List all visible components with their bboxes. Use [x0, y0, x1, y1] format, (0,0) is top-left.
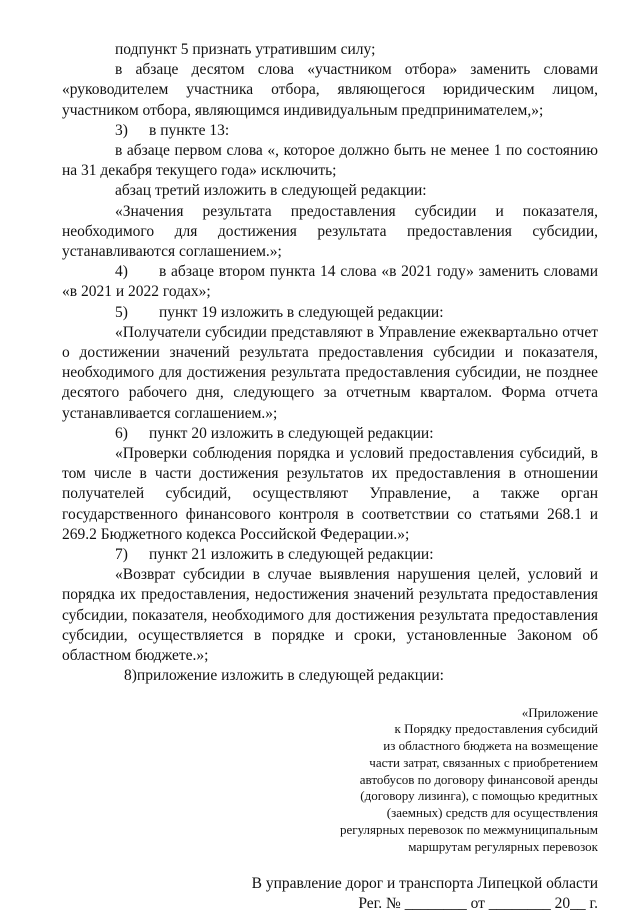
appendix-line: к Порядку предоставления субсидий [394, 721, 598, 737]
numbered-item [62, 666, 598, 686]
item-text: пункт 20 изложить в следующей редакции: [149, 424, 434, 442]
appendix-line: (договору лизинга), с помощью кредитных [360, 788, 598, 804]
paragraph: «Получатели субсидии представляют в Управление ежеквартально отчет о достижении значений результата предоставления субсидии и показателя, необходимого для достижения результата предоставления субсидии, не позднее десятого рабочего дня, следующего за отчетным кварталом. Форма отчета устанавливается соглашением.»; [62, 323, 598, 422]
item-text: в абзаце втором пункта 14 слова «в 2021 году» заменить словами «в 2021 и 2022 годах»; [62, 263, 598, 301]
item-number: 3) [115, 121, 128, 139]
registration-line: Рег. № ________ от ________ 20__ г. [358, 894, 598, 912]
appendix-line: (заемных) средств для осуществления [386, 805, 598, 821]
item-number: 4) [115, 263, 128, 281]
paragraph: «Возврат субсидии в случае выявления нарушения целей, условий и порядка их предоставления, недостижения значений результата предоставления субсидии, показателя, необходимого для достижения результата предоставления субсидии, осуществляется в порядке и сроки, установленные Законом об областном бюджете.»; [62, 566, 598, 665]
numbered-item [62, 424, 598, 444]
document-page [62, 40, 598, 914]
numbered-item [62, 262, 598, 302]
numbered-item [62, 303, 598, 323]
paragraph: абзац третий изложить в следующей редакции: [115, 182, 427, 200]
appendix-header [262, 705, 598, 856]
item-text: пункт 19 изложить в следующей редакции: [159, 303, 444, 321]
appendix-line: регулярных перевозок по межмуниципальным [339, 822, 598, 838]
item-number: 5) [115, 303, 128, 321]
numbered-item [62, 545, 598, 565]
paragraph: «Значения результата предоставления субсидии и показателя, необходимого для достижения результата предоставления субсидии, устанавливаются соглашением.»; [62, 202, 598, 261]
paragraph: в абзаце десятом слова «участником отбора» заменить словами «руководителем участника отбора, являющегося юридическим лицом, участником отбора, являющимся индивидуальным предпринимателем,»; [62, 61, 598, 119]
item-text: приложение изложить в следующей редакции: [136, 667, 444, 685]
item-number: 8) [124, 667, 137, 685]
item-number: 7) [115, 546, 128, 564]
addressee-line: В управление дорог и транспорта Липецкой области [251, 874, 598, 892]
paragraph: в абзаце первом слова «, которое должно быть не менее 1 по состоянию на 31 декабря текущего года» исключить; [62, 142, 598, 180]
item-number: 6) [115, 424, 128, 442]
paragraph: подпункт 5 признать утратившим силу; [115, 41, 376, 58]
item-text: пункт 21 изложить в следующей редакции: [149, 546, 434, 564]
appendix-line: «Приложение [521, 704, 598, 720]
addressee-block [62, 874, 598, 914]
item-text: в пункте 13: [149, 121, 230, 139]
appendix-line: части затрат, связанных с приобретением [369, 754, 598, 770]
appendix-line: маршрутам регулярных перевозок [408, 838, 598, 854]
numbered-item [62, 121, 598, 141]
appendix-line: из областного бюджета на возмещение [383, 738, 598, 754]
paragraph: «Проверки соблюдения порядка и условий предоставления субсидий, в том числе в части достижения результатов их предоставления в отношении получателей субсидий, осуществляют Управление, а также орган государственного финансового контроля в соответствии со статьями 268.1 и 269.2 Бюджетного кодекса Российской Федерации.»; [62, 445, 598, 543]
appendix-line: автобусов по договору финансовой аренды [359, 771, 598, 787]
